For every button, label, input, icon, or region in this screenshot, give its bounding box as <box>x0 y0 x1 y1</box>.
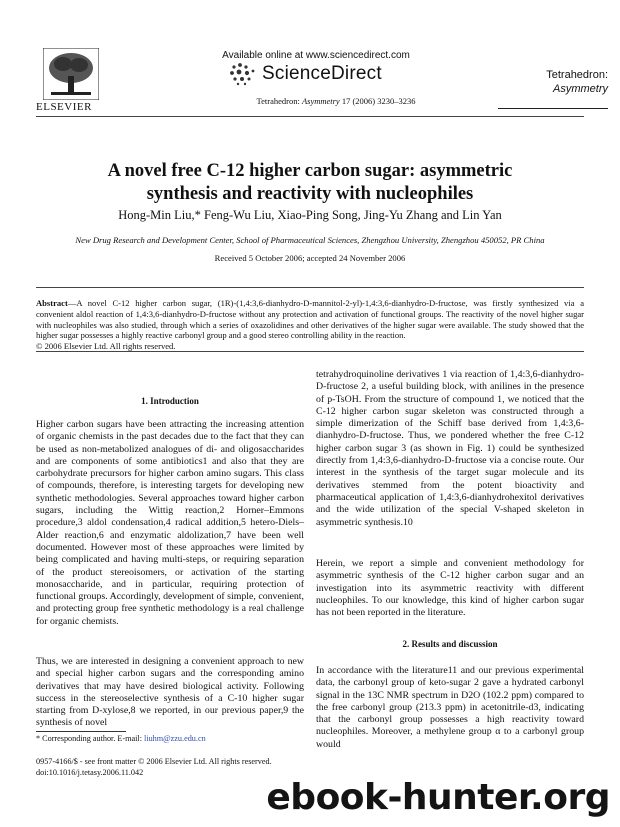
section-heading-results: 2. Results and discussion <box>402 639 498 649</box>
intro-paragraph-2: Thus, we are interested in designing a convenient approach to new and special higher carbon sugars and the corresponding amino derivatives that may have desired biological activity. Following success in the stereoselective synthesis of a C-10 higher sugar starting from D-xylose,8 we reported, in our previous paper,9 the synthesis of novel <box>36 656 304 729</box>
results-paragraph-1: In accordance with the literature11 and our previous experimental data, the carbonyl group of keto-sugar 2 gave a hydrated carbonyl signal in the 13C NMR spectrum in D2O (102.2 ppm) compared to the free carbonyl group (213.3 ppm) in acetonitrile-d3, indicating that the carbonyl group possesses a high reactivity toward nucleophiles. Moreover, a methylene group α to a carbonyl group would <box>316 665 584 750</box>
received-dates: Received 5 October 2006; accepted 24 November 2006 <box>214 253 406 263</box>
available-online-text: Available online at www.sciencedirect.com <box>222 50 410 61</box>
title-line1: A novel free C-12 higher carbon sugar: asymmetric <box>107 161 513 181</box>
citation-prefix: Tetrahedron: <box>256 96 302 106</box>
author-email-link[interactable]: liuhm@zzu.edu.cn <box>144 734 206 743</box>
abstract-bottom-divider <box>36 351 584 352</box>
elsevier-wordmark: ELSEVIER <box>36 101 92 113</box>
journal-name <box>498 68 608 96</box>
journal-name-line1: Tetrahedron: <box>546 69 608 81</box>
citation-line <box>226 96 446 106</box>
issn-line: 0957-4166/$ - see front matter © 2006 Elsevier Ltd. All rights reserved. <box>36 757 272 766</box>
authors: Hong-Min Liu,* Feng-Wu Liu, Xiao-Ping Song, Jing-Yu Zhang and Lin Yan <box>118 208 502 222</box>
footer-info <box>36 756 336 778</box>
article-title <box>60 160 560 206</box>
title-line2: synthesis and reactivity with nucleophiles <box>146 184 474 204</box>
journal-rule <box>498 108 608 109</box>
intro-paragraph-3: tetrahydroquinoline derivatives 1 via reaction of 1,4:3,6-dianhydro-D-fructose 2, a useful building block, with anilines in the presence of p-TsOH. From the structure of compound 1, we noticed that the C-12 higher carbon sugar skeleton was constructed through a simple dimerization of the Schiff base derived from 1,4:3,6-dianhydro-D-fructose. Thus, we pondered whether the free C-12 higher carbon sugar 3 (as shown in Fig. 1) could be synthesized directly from 1,4:3,6-dianhydro-D-fructose via a concise route. Our interest in the synthesis of the target sugar molecule and its derivatives stemmed from the potent bioactivity and pharmaceutical application of 1,4:3,6-dianhydrohexitol derivatives and the wide utilization of the special V-shaped skeleton in asymmetric synthesis.10 <box>316 369 584 528</box>
sciencedirect-logo-icon <box>228 62 258 86</box>
intro-paragraph-1: Higher carbon sugars have been attracting the increasing attention of organic chemists in the past decades due to the fact that they can be used as non-metabolized analogues of di- and oligosaccharides and are components of some antibiotics1 and also that they are carbohydrate precursors for higher carbon amino sugars. This class of compounds, therefore, is interesting targets for developing new synthetic methodologies. Several approaches toward higher carbon sugars, including the Wittig reaction,2 Horner–Emmons procedure,3 aldol condensation,4 radical addition,5 hetero-Diels–Alder reaction,6 and enzymatic aldolization,7 have been well documented. However most of these approaches were limited by being complicated and having multi-steps, or requiring separation of the product stereoisomers, or activation of the starting monosaccharide, and in particular, requiring protection of functional groups. Accordingly, development of simple, convenient, and protecting group free synthetic methodology is a real challenge for organic chemists. <box>36 419 304 627</box>
abstract-text: —A novel C-12 higher carbon sugar, (1R)-(1,4:3,6-dianhydro-D-mannitol-2-yl)-1,4:3,6-dianhydro-D-fructose, was firstly synthesized via a convenient aldol reaction of 1,4:3,6-dianhydro-D-fructose without any protection and activation of functional groups. The reactivity of the novel higher sugar with nucleophiles was also studied, through which a series of oxazolidines and other derivatives of the higher sugar were available. The study showed that the higher sugar possesses a highly reactive carbonyl group and a good stereo controlling ability in the reaction. <box>36 298 584 341</box>
section-heading-introduction: 1. Introduction <box>141 396 199 406</box>
citation-journal: Asymmetry <box>301 96 340 106</box>
corresponding-author-footnote <box>36 734 304 743</box>
sciencedirect-wordmark: ScienceDirect <box>262 63 382 84</box>
header-divider <box>36 116 584 117</box>
abstract-label: Abstract <box>36 298 68 308</box>
abstract-copyright: © 2006 Elsevier Ltd. All rights reserved. <box>36 341 176 352</box>
abstract <box>36 298 584 352</box>
doi-line: doi:10.1016/j.tetasy.2006.11.042 <box>36 768 144 777</box>
intro-paragraph-4: Herein, we report a simple and convenient methodology for asymmetric synthesis of the C-12 higher carbon sugar and an investigation into its asymmetric reactivity with different nucleophiles. To our knowledge, this kind of higher carbon sugar has not been reported in the literature. <box>316 558 584 619</box>
abstract-top-divider <box>36 287 584 288</box>
citation-suffix: 17 (2006) 3230–3236 <box>339 96 416 106</box>
footnote-rule <box>36 731 126 732</box>
affiliation: New Drug Research and Development Center, School of Pharmaceutical Sciences, Zhengzhou University, Zhengzhou 450052, PR China <box>75 235 545 245</box>
watermark-text: ebook-hunter.org <box>266 777 610 818</box>
footnote-text: * Corresponding author. E-mail: <box>36 734 145 743</box>
journal-name-line2: Asymmetry <box>553 83 608 95</box>
elsevier-tree-logo-icon <box>43 48 99 100</box>
